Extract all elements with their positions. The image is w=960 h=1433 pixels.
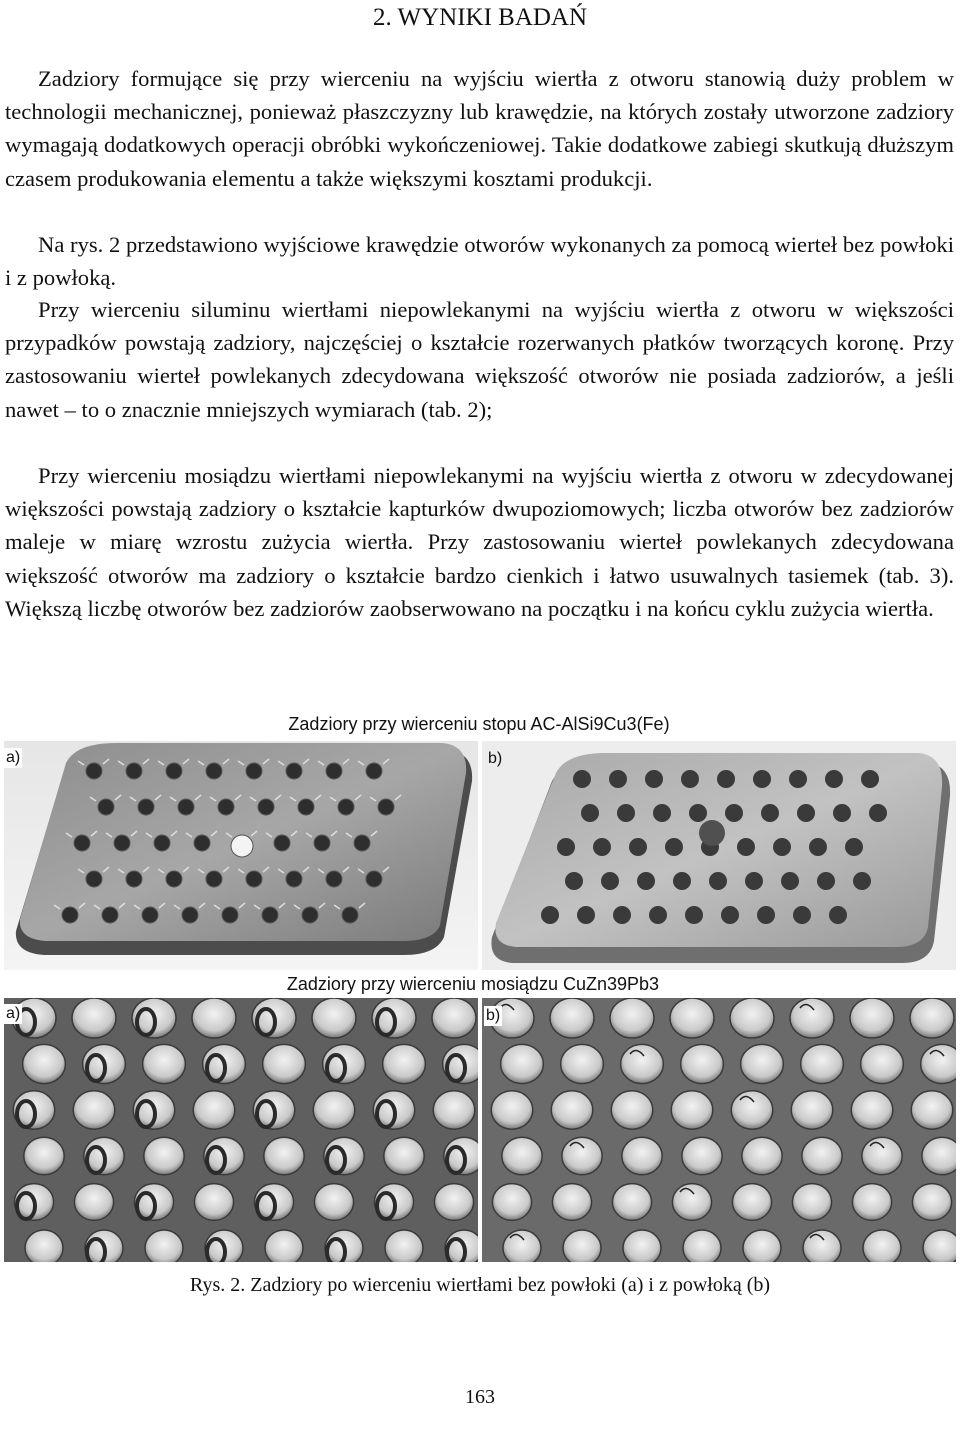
hole-mark xyxy=(573,770,591,788)
hole-mark xyxy=(629,838,647,856)
hole-mark xyxy=(366,763,382,779)
hole-mark xyxy=(725,804,743,822)
hole-mark xyxy=(803,1230,841,1262)
hole-mark xyxy=(74,1184,113,1221)
hole-mark xyxy=(264,1137,304,1175)
hole-mark xyxy=(850,998,894,1038)
hole-mark xyxy=(577,906,595,924)
hole-mark xyxy=(286,763,302,779)
hole-mark xyxy=(845,838,863,856)
hole-mark xyxy=(126,871,142,887)
hole-mark xyxy=(218,799,234,815)
hole-mark xyxy=(563,1230,601,1262)
hole-mark xyxy=(910,998,954,1038)
hole-mark xyxy=(314,1184,353,1221)
hole-mark xyxy=(743,1230,781,1262)
hole-mark xyxy=(326,763,342,779)
hole-mark xyxy=(623,1230,661,1262)
page-number: 163 xyxy=(465,1386,495,1408)
hole-mark xyxy=(581,804,599,822)
hole-mark xyxy=(314,835,330,851)
photo-silumin-coated xyxy=(482,741,956,970)
hole-mark xyxy=(142,907,158,923)
hole-mark xyxy=(192,998,236,1038)
panel-label-a: a) xyxy=(6,749,21,766)
hole-mark xyxy=(222,907,238,923)
hole-mark xyxy=(378,799,394,815)
hole-mark xyxy=(612,1184,651,1221)
hole-mark xyxy=(366,871,382,887)
hole-mark xyxy=(790,998,834,1038)
hole-mark xyxy=(62,907,78,923)
hole-mark xyxy=(601,872,619,890)
hole-mark xyxy=(206,763,222,779)
hole-mark xyxy=(721,906,739,924)
hole-mark xyxy=(757,906,775,924)
figure-caption: Rys. 2. Zadziory po wierceniu wiertłami bez powłoki (a) i z powłoką (b) xyxy=(189,1274,771,1296)
hole-mark xyxy=(86,871,102,887)
hole-mark xyxy=(154,835,170,851)
hole-mark xyxy=(98,799,114,815)
paragraph-burr-problem: Zadziory formujące się przy wierceniu na wyjściu wiertła z otworu stanowią duży problem w technologii mechanicznej, ponieważ płaszczyzny lub krawędzie, na których zostały utworzone zadziory wymagają dodatkowych operacji obróbki wykończeniowej. Takie dodatkowe zabiegi skutkują dłuższym czasem produkowania elementu a także większymi kosztami produkcji. xyxy=(5,66,954,191)
hole-mark xyxy=(126,763,142,779)
hole-mark xyxy=(671,1091,713,1129)
hole-mark xyxy=(829,906,847,924)
hole-mark xyxy=(182,907,198,923)
hole-mark xyxy=(802,1137,842,1175)
hole-mark xyxy=(742,1137,782,1175)
hole-mark xyxy=(24,1137,64,1175)
hole-mark xyxy=(338,799,354,815)
hole-mark xyxy=(730,998,774,1038)
hole-mark xyxy=(681,1044,724,1083)
hole-mark xyxy=(732,1184,771,1221)
hole-mark xyxy=(166,763,182,779)
hole-mark xyxy=(689,804,707,822)
hole-mark xyxy=(801,1044,844,1083)
photo-brass-coated xyxy=(482,998,956,1262)
hole-mark xyxy=(246,871,262,887)
hole-mark xyxy=(302,907,318,923)
hole-mark xyxy=(745,872,763,890)
paragraph-brass-results: Przy wierceniu mosiądzu wiertłami niepowlekanymi na wyjściu wiertła z otworu w zdecydowanej większości powstają zadziory o kształcie kapturków dwupoziomowych; liczba otworów bez zadziorów maleje w miarę wzrostu zużycia wiertła. Przy zastosowaniu wierteł powlekanych zdecydowana większość otworów ma zadziory o kształcie bardzo cienkich i łatwo usuwalnych tasiemek (tab. 3). Większą liczbę otworów bez zadziorów zaobserwowano na początku i na końcu cyklu zużycia wiertła. xyxy=(5,463,954,621)
hole-mark xyxy=(501,1044,544,1083)
hole-mark xyxy=(551,1091,593,1129)
paragraph-figure-intro: Na rys. 2 przedstawiono wyjściowe krawędzie otworów wykonanych za pomocą wierteł bez powłoki i z powłoką. xyxy=(5,232,954,291)
hole-mark xyxy=(23,1044,66,1083)
hole-mark xyxy=(502,1137,542,1175)
panel-label-b: b) xyxy=(486,1007,501,1024)
hole-mark xyxy=(853,872,871,890)
hole-mark xyxy=(166,871,182,887)
hole-mark xyxy=(383,1044,426,1083)
hole-mark xyxy=(25,1230,63,1262)
section-heading: 2. WYNIKI BADAŃ xyxy=(372,4,588,31)
hole-mark xyxy=(685,906,703,924)
hole-mark xyxy=(541,906,559,924)
hole-mark xyxy=(593,838,611,856)
hole-mark xyxy=(552,1184,591,1221)
hole-mark xyxy=(561,1044,604,1083)
hole-mark xyxy=(809,838,827,856)
photo-silumin-uncoated xyxy=(4,741,478,970)
hole-mark xyxy=(753,770,771,788)
hole-mark xyxy=(863,1230,901,1262)
hole-mark xyxy=(102,907,118,923)
hole-mark xyxy=(731,1091,773,1129)
hole-mark xyxy=(911,1091,953,1129)
hole-mark xyxy=(385,1230,423,1262)
hole-mark xyxy=(922,1137,956,1175)
hole-mark xyxy=(550,998,594,1038)
hole-mark xyxy=(792,1184,831,1221)
hole-mark xyxy=(709,872,727,890)
hole-mark xyxy=(265,1230,303,1262)
hole-mark xyxy=(326,871,342,887)
hole-mark xyxy=(274,835,290,851)
hole-mark xyxy=(313,1091,355,1129)
hole-mark xyxy=(312,998,356,1038)
hole-mark xyxy=(670,998,714,1038)
hole-mark xyxy=(773,838,791,856)
hole-mark xyxy=(258,799,274,815)
hole-mark xyxy=(491,1091,533,1129)
hole-mark xyxy=(609,770,627,788)
hole-mark xyxy=(492,1184,531,1221)
hole-mark xyxy=(717,770,735,788)
hole-mark xyxy=(817,872,835,890)
hole-mark xyxy=(833,804,851,822)
hole-mark xyxy=(432,998,476,1038)
hole-mark xyxy=(86,763,102,779)
hole-mark xyxy=(861,1044,904,1083)
hole-mark xyxy=(672,1184,711,1221)
hole-mark xyxy=(565,872,583,890)
hole-mark xyxy=(741,1044,784,1083)
hole-mark xyxy=(354,835,370,851)
hole-mark xyxy=(138,799,154,815)
hole-mark xyxy=(72,998,116,1038)
hole-mark xyxy=(791,1091,833,1129)
hole-mark xyxy=(797,804,815,822)
hole-mark xyxy=(761,804,779,822)
hole-mark xyxy=(737,838,755,856)
hole-mark xyxy=(861,770,879,788)
hole-mark xyxy=(114,835,130,851)
hole-mark xyxy=(645,770,663,788)
panel-label-a: a) xyxy=(6,1005,21,1022)
hole-mark xyxy=(610,998,654,1038)
hole-mark xyxy=(434,1184,473,1221)
hole-mark xyxy=(73,1091,115,1129)
hole-mark xyxy=(681,770,699,788)
hole-mark xyxy=(793,906,811,924)
hole-mark xyxy=(562,1137,602,1175)
hole-mark xyxy=(862,1137,902,1175)
hole-mark xyxy=(433,1091,475,1129)
photo-brass-uncoated xyxy=(4,998,478,1262)
hole-mark xyxy=(621,1044,664,1083)
hole-mark xyxy=(622,1137,662,1175)
hole-mark xyxy=(286,871,302,887)
hole-mark xyxy=(262,907,278,923)
hole-mark xyxy=(557,838,575,856)
hole-mark xyxy=(852,1184,891,1221)
hole-mark xyxy=(178,799,194,815)
hole-mark xyxy=(912,1184,951,1221)
hole-mark xyxy=(194,835,210,851)
hole-mark xyxy=(673,872,691,890)
hole-mark xyxy=(503,1230,541,1262)
hole-mark xyxy=(683,1230,721,1262)
hole-mark xyxy=(617,804,635,822)
hole-mark xyxy=(263,1044,306,1083)
hole-mark xyxy=(653,804,671,822)
hole-mark xyxy=(143,1044,186,1083)
hole-mark xyxy=(194,1184,233,1221)
hole-mark xyxy=(789,770,807,788)
hole-mark xyxy=(384,1137,424,1175)
hole-mark xyxy=(613,906,631,924)
panel-label-b: b) xyxy=(488,750,503,767)
hole-mark xyxy=(665,838,683,856)
hole-mark xyxy=(145,1230,183,1262)
hole-mark xyxy=(682,1137,722,1175)
paragraph-silumin-results: Przy wierceniu siluminu wiertłami niepowlekanymi na wyjściu wiertła z otworu w większości przypadków powstają zadziory, najczęściej o kształcie rozerwanych płatków tworzących koronę. Przy zastosowaniu wierteł powlekanych zdecydowana większość otworów nie posiada zadziorów, a jeśli nawet – to o znacznie mniejszych wymiarach (tab. 2); xyxy=(5,297,954,422)
hole-mark xyxy=(851,1091,893,1129)
hole-mark xyxy=(781,872,799,890)
hole-mark xyxy=(74,835,90,851)
hole-mark xyxy=(637,872,655,890)
figure-group-title-silumin: Zadziory przy wierceniu stopu AC-AlSi9Cu3(Fe) xyxy=(288,714,670,734)
figure-group-title-brass: Zadziory przy wierceniu mosiądzu CuZn39Pb3 xyxy=(286,974,660,994)
hole-mark xyxy=(825,770,843,788)
hole-mark xyxy=(246,763,262,779)
hole-mark xyxy=(193,1091,235,1129)
hole-mark xyxy=(649,906,667,924)
hole-mark xyxy=(342,907,358,923)
hole-mark xyxy=(144,1137,184,1175)
hole-mark xyxy=(611,1091,653,1129)
hole-mark xyxy=(869,804,887,822)
hole-mark xyxy=(206,871,222,887)
hole-mark xyxy=(298,799,314,815)
